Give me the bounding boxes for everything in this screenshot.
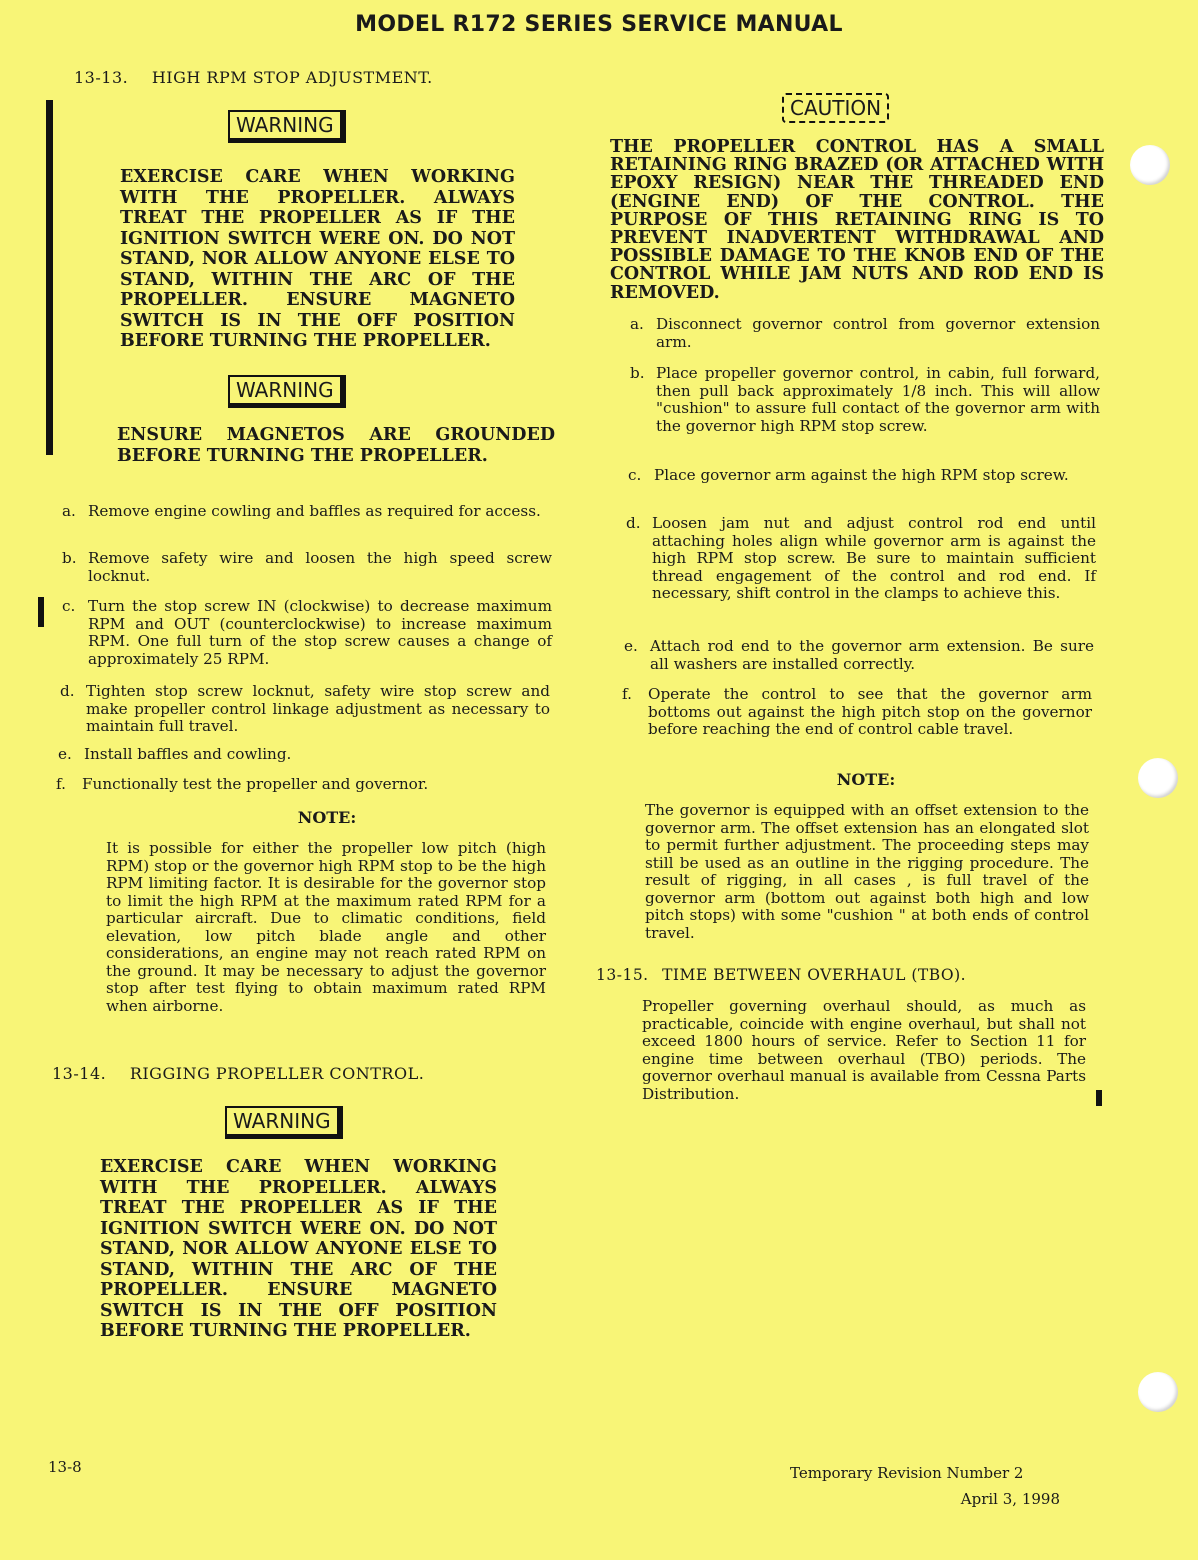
warning-text: EXERCISE CARE WHEN WORKING WITH THE PROPELLER. ALWAYS TREAT THE PROPELLER AS IF THE IGNITION SWITCH WERE ON. DO NOT STAND, NOR ALLOW ANYONE ELSE TO STAND, WITHIN THE ARC OF THE PROPELLER. ENSURE MAGNETO SWITCH IS IN THE OFF POSITION BEFORE TURNING THE PROPELLER. bbox=[120, 167, 515, 351]
section-number: 13-15. bbox=[596, 966, 649, 984]
note-text: The governor is equipped with an offset extension to the governor arm. The offset extension has an elongated slot to permit further adjustment. The proceeding steps may still be used as an outline in the rigging procedure. The result of rigging, in all cases , is full travel of the governor arm (bottom out against both high and low pitch stops) with some "cushion " at both ends of control travel. bbox=[645, 801, 1089, 942]
section-13-15-heading bbox=[596, 966, 966, 984]
list-item: b. Remove safety wire and loosen the high speed screw locknut. bbox=[62, 549, 552, 585]
caution-label: CAUTION bbox=[782, 93, 889, 123]
caution-text: THE PROPELLER CONTROL HAS A SMALL RETAINING RING BRAZED (OR ATTACHED WITH EPOXY RESIGN) NEAR THE THREADED END (ENGINE END) OF THE CONTROL. THE PURPOSE OF THIS RETAINING RING IS TO PREVENT INADVERTENT WITHDRAWAL AND POSSIBLE DAMAGE TO THE KNOB END OF THE CONTROL WHILE JAM NUTS AND ROD END IS REMOVED. bbox=[610, 137, 1104, 303]
revision-bar bbox=[46, 100, 53, 455]
list-item: e. Install baffles and cowling. bbox=[58, 745, 292, 763]
section-13-13-heading bbox=[74, 68, 433, 87]
revision-note: Temporary Revision Number 2 bbox=[790, 1464, 1024, 1482]
section-title: RIGGING PROPELLER CONTROL. bbox=[129, 1064, 425, 1083]
section-title: TIME BETWEEN OVERHAUL (TBO). bbox=[662, 966, 967, 984]
page-header: MODEL R172 SERIES SERVICE MANUAL bbox=[355, 12, 843, 37]
warning-label: WARNING bbox=[228, 375, 346, 408]
list-item: a. Disconnect governor control from governor extension arm. bbox=[630, 315, 1100, 351]
tbo-paragraph: Propeller governing overhaul should, as much as practicable, coincide with engine overhaul, but shall not exceed 1800 hours of service. Refer to Section 11 for engine time between overhaul (TBO) periods. The governor overhaul manual is available from Cessna Parts Distribution. bbox=[642, 997, 1086, 1103]
revision-bar bbox=[38, 597, 44, 627]
list-item: c. Place governor arm against the high RPM stop screw. bbox=[628, 466, 1069, 484]
section-number: 13-13. bbox=[74, 68, 129, 87]
list-item: f. Functionally test the propeller and governor. bbox=[56, 775, 429, 793]
list-item: d. Tighten stop screw locknut, safety wire stop screw and make propeller control linkage adjustment as necessary to maintain full travel. bbox=[60, 682, 550, 735]
warning-text: EXERCISE CARE WHEN WORKING WITH THE PROPELLER. ALWAYS TREAT THE PROPELLER AS IF THE IGNITION SWITCH WERE ON. DO NOT STAND, NOR ALLOW ANYONE ELSE TO STAND, WITHIN THE ARC OF THE PROPELLER. ENSURE MAGNETO SWITCH IS IN THE OFF POSITION BEFORE TURNING THE PROPELLER. bbox=[100, 1157, 497, 1341]
binder-hole bbox=[1138, 1372, 1178, 1412]
binder-hole bbox=[1130, 145, 1170, 185]
page-number: 13-8 bbox=[48, 1458, 82, 1476]
list-item: a. Remove engine cowling and baffles as required for access. bbox=[62, 502, 541, 520]
note-heading: NOTE: bbox=[836, 770, 896, 789]
list-item: d. Loosen jam nut and adjust control rod end until attaching holes align while governor arm is against the high RPM stop screw. Be sure to maintain sufficient thread engagement of the control and rod end. If necessary, shift control in the clamps to achieve this. bbox=[626, 514, 1096, 602]
section-title: HIGH RPM STOP ADJUSTMENT. bbox=[151, 68, 433, 87]
binder-hole bbox=[1138, 758, 1178, 798]
note-heading: NOTE: bbox=[297, 808, 357, 827]
warning-label: WARNING bbox=[225, 1106, 343, 1139]
list-item: b. Place propeller governor control, in cabin, full forward, then pull back approximately 1/8 inch. This will allow "cushion" to assure full contact of the governor arm with the governor high RPM stop screw. bbox=[630, 364, 1100, 435]
warning-label: WARNING bbox=[228, 110, 346, 143]
warning-text: ENSURE MAGNETOS ARE GROUNDED BEFORE TURNING THE PROPELLER. bbox=[117, 425, 555, 466]
revision-bar bbox=[1096, 1090, 1102, 1106]
section-number: 13-14. bbox=[52, 1064, 107, 1083]
revision-date: April 3, 1998 bbox=[960, 1490, 1060, 1508]
list-item: c. Turn the stop screw IN (clockwise) to decrease maximum RPM and OUT (counterclockwise) to increase maximum RPM. One full turn of the stop screw causes a change of approximately 25 RPM. bbox=[62, 597, 552, 668]
list-item: e. Attach rod end to the governor arm extension. Be sure all washers are installed correctly. bbox=[624, 637, 1094, 673]
note-text: It is possible for either the propeller low pitch (high RPM) stop or the governor high RPM stop to be the high RPM limiting factor. It is desirable for the governor stop to limit the high RPM at the maximum rated RPM for a particular aircraft. Due to climatic conditions, field elevation, low pitch blade angle and other considerations, an engine may not reach rated RPM on the ground. It may be necessary to adjust the governor stop after test flying to obtain maximum rated RPM when airborne. bbox=[106, 839, 546, 1015]
list-item: f. Operate the control to see that the governor arm bottoms out against the high pitch stop on the governor before reaching the end of control cable travel. bbox=[622, 685, 1092, 738]
section-13-14-heading bbox=[52, 1064, 424, 1083]
